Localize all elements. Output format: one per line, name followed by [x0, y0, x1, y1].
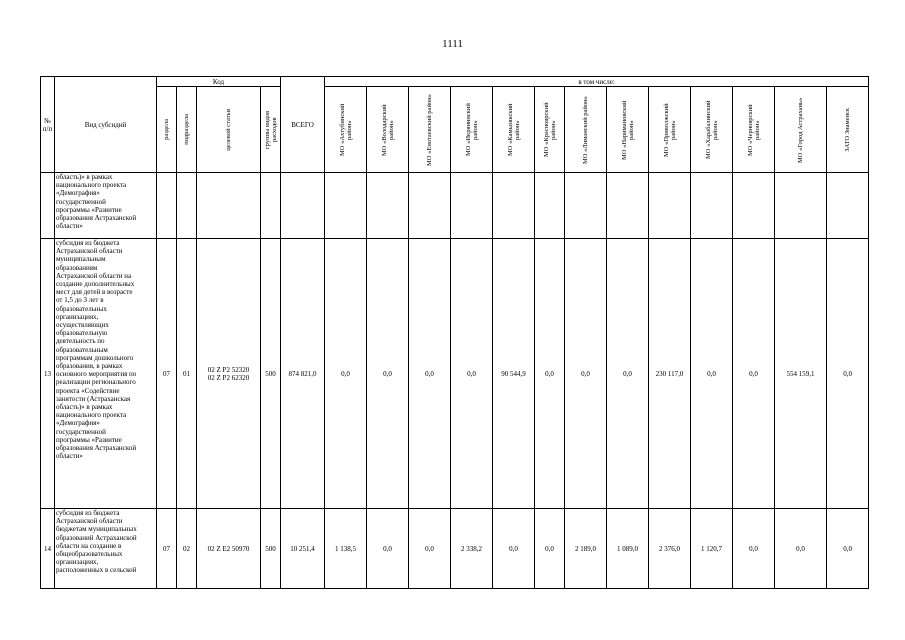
row-value: 1 120,7	[691, 509, 733, 589]
row-value: 0,0	[367, 239, 409, 509]
table-row	[41, 173, 869, 239]
row-vr: 500	[261, 509, 281, 589]
row-value	[775, 173, 827, 239]
row-value: 0,0	[733, 239, 775, 509]
header-kod: Код	[157, 77, 281, 87]
row-value: 0,0	[607, 239, 649, 509]
row-value: 0,0	[409, 239, 451, 509]
row-vr: 500	[261, 239, 281, 509]
header-razdel: раздела	[157, 87, 177, 173]
header-mo-12: МО «Город Астрахань»	[775, 87, 827, 173]
row-podrazdel	[177, 173, 197, 239]
row-value	[451, 173, 493, 239]
header-mo-13: ЗАТО Знаменск	[827, 87, 869, 173]
header-mo-2: МО «Володарский район»	[367, 87, 409, 173]
header-mo-9: МО «Приволжский район»	[649, 87, 691, 173]
row-value	[733, 173, 775, 239]
row-value: 0,0	[565, 239, 607, 509]
row-value: 0,0	[827, 509, 869, 589]
row-value: 0,0	[827, 239, 869, 509]
row-value: 2 376,0	[649, 509, 691, 589]
row-cs: 02 Z E2 50970	[197, 509, 261, 589]
row-num: 14	[41, 509, 55, 589]
row-razdel: 07	[157, 239, 177, 509]
row-value	[649, 173, 691, 239]
row-name: субсидия из бюджета Астраханской области муниципальным образованиям Астраханской области на создание дополнительных мест для детей в возрасте от 1,5 до 3 лет в образовательных организациях, осуществляющих образовательную деятельность по образовательным программам дошкольного образования, в рамках основного мероприятия по реализации регионального проекта «Содействие занятости (Астраханская область)» в рамках национального проекта «Демография» государственной программы «Развитие образования Астраханской области»	[55, 239, 157, 509]
row-value	[409, 173, 451, 239]
row-value	[827, 173, 869, 239]
row-value	[325, 173, 367, 239]
row-value: 554 159,1	[775, 239, 827, 509]
header-including: в том числе:	[325, 77, 869, 87]
header-mo-7: МО «Лиманский район»	[565, 87, 607, 173]
row-num	[41, 173, 55, 239]
header-mo-3: МО «Енотаевский район»	[409, 87, 451, 173]
header-mo-1: МО «Ахтубинский район»	[325, 87, 367, 173]
row-num: 13	[41, 239, 55, 509]
header-podrazdel: подраздела	[177, 87, 197, 173]
header-mo-10: МО «Харабалинский район»	[691, 87, 733, 173]
page-number: 1111	[442, 38, 463, 50]
header-mo-5: МО «Камызякский район»	[493, 87, 535, 173]
row-value: 1 138,5	[325, 509, 367, 589]
header-name: Вид субсидий	[55, 77, 157, 173]
row-value: 1 089,0	[607, 509, 649, 589]
row-razdel: 07	[157, 509, 177, 589]
row-podrazdel: 01	[177, 239, 197, 509]
row-value: 0,0	[691, 239, 733, 509]
row-total: 874 821,0	[281, 239, 325, 509]
row-value	[493, 173, 535, 239]
header-total: ВСЕГО	[281, 77, 325, 173]
row-value: 2 338,2	[451, 509, 493, 589]
header-mo-11: МО «Черноярский район»	[733, 87, 775, 173]
row-value	[535, 173, 565, 239]
header-cs: целевой статьи	[197, 87, 261, 173]
table-row	[41, 239, 869, 509]
row-name: область)» в рамках национального проекта «Демография» государственной программы «Развитие образования Астраханской области»	[55, 173, 157, 239]
row-total	[281, 173, 325, 239]
header-mo-6: МО «Красноярский район»	[535, 87, 565, 173]
row-vr	[261, 173, 281, 239]
row-value	[691, 173, 733, 239]
row-total: 10 251,4	[281, 509, 325, 589]
row-razdel	[157, 173, 177, 239]
table-row	[41, 509, 869, 589]
header-mo-8: МО «Наримановский район»	[607, 87, 649, 173]
subsidy-table	[40, 76, 869, 589]
row-value: 0,0	[775, 509, 827, 589]
row-value: 2 189,0	[565, 509, 607, 589]
row-cs	[197, 173, 261, 239]
row-value: 0,0	[535, 239, 565, 509]
header-vr: группы видов расходов	[261, 87, 281, 173]
row-podrazdel: 02	[177, 509, 197, 589]
header-num: № п/п	[41, 77, 55, 173]
row-value: 90 544,9	[493, 239, 535, 509]
row-value: 230 117,0	[649, 239, 691, 509]
row-value: 0,0	[493, 509, 535, 589]
row-value: 0,0	[451, 239, 493, 509]
row-value: 0,0	[409, 509, 451, 589]
row-value	[565, 173, 607, 239]
row-value: 0,0	[367, 509, 409, 589]
row-value: 0,0	[535, 509, 565, 589]
row-value	[607, 173, 649, 239]
row-value: 0,0	[733, 509, 775, 589]
row-name: субсидия из бюджета Астраханской области бюджетам муниципальных образований Астраханской области на создание в общеобразовательных организациях, расположенных в сельской	[55, 509, 157, 589]
row-value: 0,0	[325, 239, 367, 509]
header-mo-4: МО «Икрянинский район»	[451, 87, 493, 173]
row-value	[367, 173, 409, 239]
row-cs: 02 Z P2 52320 02 Z P2 62320	[197, 239, 261, 509]
